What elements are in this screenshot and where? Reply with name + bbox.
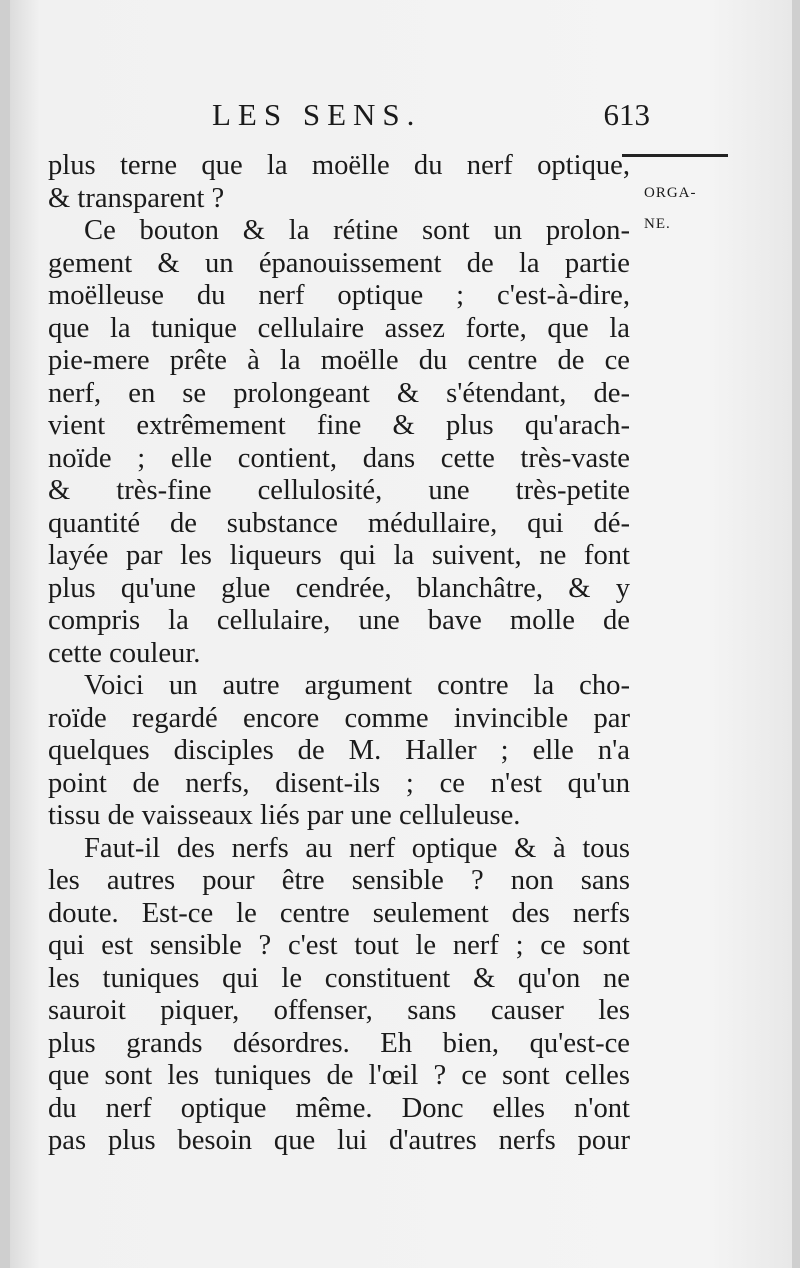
text-line: quelques disciples de M. Haller ; elle n'a [48, 735, 630, 766]
text-line: noïde ; elle contient, dans cette très-vaste [48, 442, 630, 474]
text-line: doute. Est-ce le centre seulement des nerfs [48, 897, 630, 929]
text-line: du nerf optique même. Donc elles n'ont [48, 1092, 630, 1124]
text-line: plus terne que la moëlle du nerf optique, [48, 150, 630, 181]
text-line: layée par les liqueurs qui la suivent, ne font [48, 540, 630, 571]
text-line: qui est sensible ? c'est tout le nerf ; ce sont [48, 930, 630, 961]
text-line: vient extrêmement fine & plus qu'arach- [48, 410, 630, 441]
text-line: plus qu'une glue cendrée, blanchâtre, & y [48, 572, 630, 604]
margin-label [644, 178, 734, 240]
text-line: moëlleuse du nerf optique ; c'est-à-dire, [48, 280, 630, 311]
page-header [50, 97, 650, 137]
text-line: tissu de vaisseaux liés par une celluleuse. [48, 800, 521, 831]
text-line: les autres pour être sensible ? non sans [48, 865, 630, 896]
text-line: point de nerfs, disent-ils ; ce n'est qu'un [48, 767, 630, 799]
text-line: & transparent ? [48, 182, 225, 214]
text-line: Ce bouton & la rétine sont un prolon- [84, 215, 630, 246]
text-line: Voici un autre argument contre la cho- [84, 670, 630, 701]
book-page [10, 0, 792, 1268]
text-line: que sont les tuniques de l'œil ? ce sont celles [48, 1060, 630, 1091]
text-line: pie-mere prête à la moëlle du centre de ce [48, 345, 630, 376]
text-line: quantité de substance médullaire, qui dé- [48, 507, 630, 539]
text-line: gement & un épanouissement de la partie [48, 247, 630, 279]
text-line: cette couleur. [48, 637, 201, 669]
running-title: LES SENS. [212, 97, 422, 132]
margin-label-line-2: NE. [644, 216, 671, 232]
text-line: que la tunique cellulaire assez forte, que la [48, 312, 630, 344]
page-number: 613 [603, 97, 650, 132]
text-line: plus grands désordres. Eh bien, qu'est-ce [48, 1027, 630, 1059]
text-line: roïde regardé encore comme invincible par [48, 702, 630, 734]
text-line: compris la cellulaire, une bave molle de [48, 605, 630, 636]
text-line: les tuniques qui le constituent & qu'on ne [48, 962, 630, 994]
body-text [48, 150, 630, 1158]
text-line: pas plus besoin que lui d'autres nerfs pour [48, 1125, 630, 1156]
text-line: nerf, en se prolongeant & s'étendant, de- [48, 377, 630, 409]
margin-label-line-1: ORGA- [644, 185, 697, 201]
text-line: sauroit piquer, offenser, sans causer les [48, 995, 630, 1026]
text-line: Faut-il des nerfs au nerf optique & à tous [84, 832, 630, 864]
text-line: & très-fine cellulosité, une très-petite [48, 475, 630, 506]
margin-rule [622, 154, 728, 157]
